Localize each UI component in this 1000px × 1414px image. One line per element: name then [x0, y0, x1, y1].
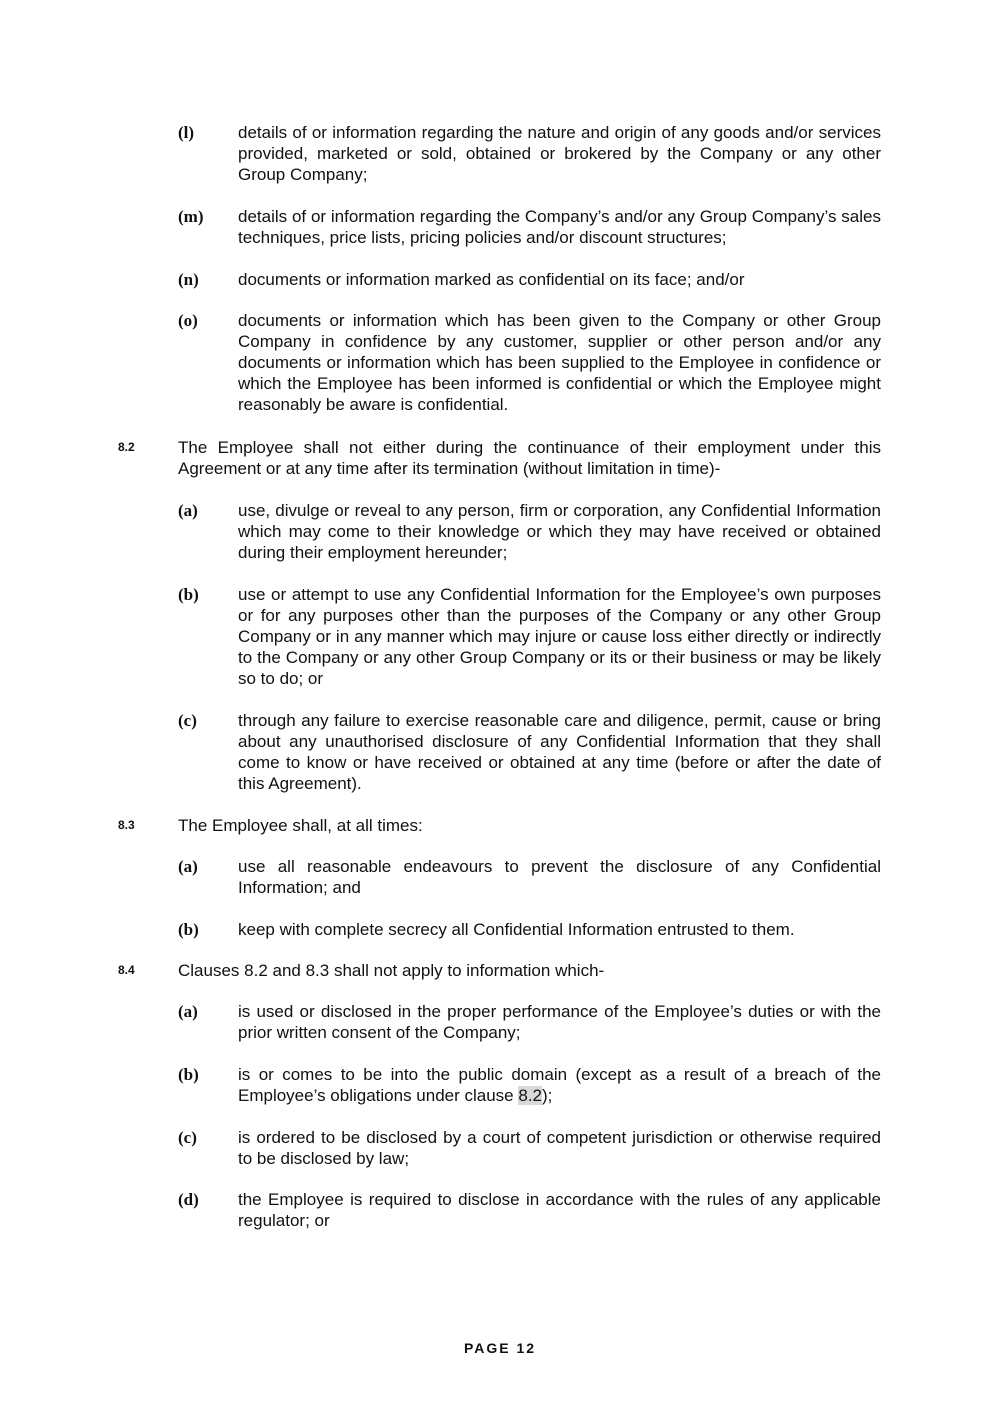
clause-number: 8.4	[118, 963, 135, 977]
item-text: use all reasonable endeavours to prevent the disclosure of any Confidential Information; and	[238, 857, 881, 897]
item-text: the Employee is required to disclose in accordance with the rules of any applicable regulator; or	[238, 1190, 881, 1230]
clause-text: The Employee shall not either during the continuance of their employment under this Agreement or at any time after its termination (without limitation in time)-	[178, 438, 881, 478]
item-text-before: is or comes to be into the public domain (except as a result of a breach of the Employee’s obligations under clause	[238, 1065, 881, 1105]
item-label: (a)	[178, 501, 198, 520]
item-label: (a)	[178, 1002, 198, 1021]
item-text: details of or information regarding the nature and origin of any goods and/or services provided, marketed or sold, obtained or brokered by the Company or any other Group Company;	[238, 123, 881, 184]
item-label: (a)	[178, 857, 198, 876]
item-label: (b)	[178, 1065, 199, 1084]
item-text: through any failure to exercise reasonable care and diligence, permit, cause or bring about any unauthorised disclosure of any Confidential Information that they shall come to know or have received or obtained at any time (before or after the date of this Agreement).	[238, 711, 881, 793]
clause-cross-reference[interactable]: 8.2	[518, 1086, 542, 1105]
item-label: (n)	[178, 270, 199, 289]
item-text: documents or information marked as confidential on its face; and/or	[238, 270, 745, 289]
item-text	[238, 1064, 881, 1106]
item-label: (l)	[178, 123, 195, 142]
item-text: is used or disclosed in the proper performance of the Employee’s duties or with the prior written consent of the Company;	[238, 1002, 881, 1042]
item-label: (b)	[178, 585, 199, 604]
clause-text: The Employee shall, at all times:	[178, 816, 423, 835]
item-text: keep with complete secrecy all Confidential Information entrusted to them.	[238, 920, 795, 939]
page-number: PAGE 12	[463, 1340, 537, 1356]
clause-text: Clauses 8.2 and 8.3 shall not apply to information which-	[178, 961, 605, 980]
clause-number: 8.2	[118, 440, 135, 454]
item-text: details of or information regarding the Company’s and/or any Group Company’s sales techniques, price lists, pricing policies and/or discount structures;	[238, 207, 881, 247]
clause-number: 8.3	[118, 818, 135, 832]
item-label: (m)	[178, 207, 204, 226]
item-text: use or attempt to use any Confidential Information for the Employee’s own purposes or for any purposes other than the purposes of the Company or any other Group Company or in any manner which may injure or cause loss either directly or indirectly to the Company or any other Group Company or its or their business or may be likely so to do; or	[238, 585, 881, 688]
item-text: use, divulge or reveal to any person, firm or corporation, any Confidential Information which may come to their knowledge or which they may have received or obtained during their employment hereunder;	[238, 501, 881, 562]
item-text-after: );	[542, 1086, 553, 1105]
item-text: is ordered to be disclosed by a court of competent jurisdiction or otherwise required to be disclosed by law;	[238, 1128, 881, 1168]
item-label: (b)	[178, 920, 199, 939]
item-label: (c)	[178, 1128, 197, 1147]
item-label: (c)	[178, 711, 197, 730]
item-label: (d)	[178, 1190, 199, 1209]
item-label: (o)	[178, 311, 198, 330]
item-text: documents or information which has been given to the Company or other Group Company in confidence by any customer, supplier or other person and/or any documents or information which has been supplied to the Employee in confidence or which the Employee has been informed is confidential or which the Employee might reasonably be aware is confidential.	[238, 311, 881, 414]
